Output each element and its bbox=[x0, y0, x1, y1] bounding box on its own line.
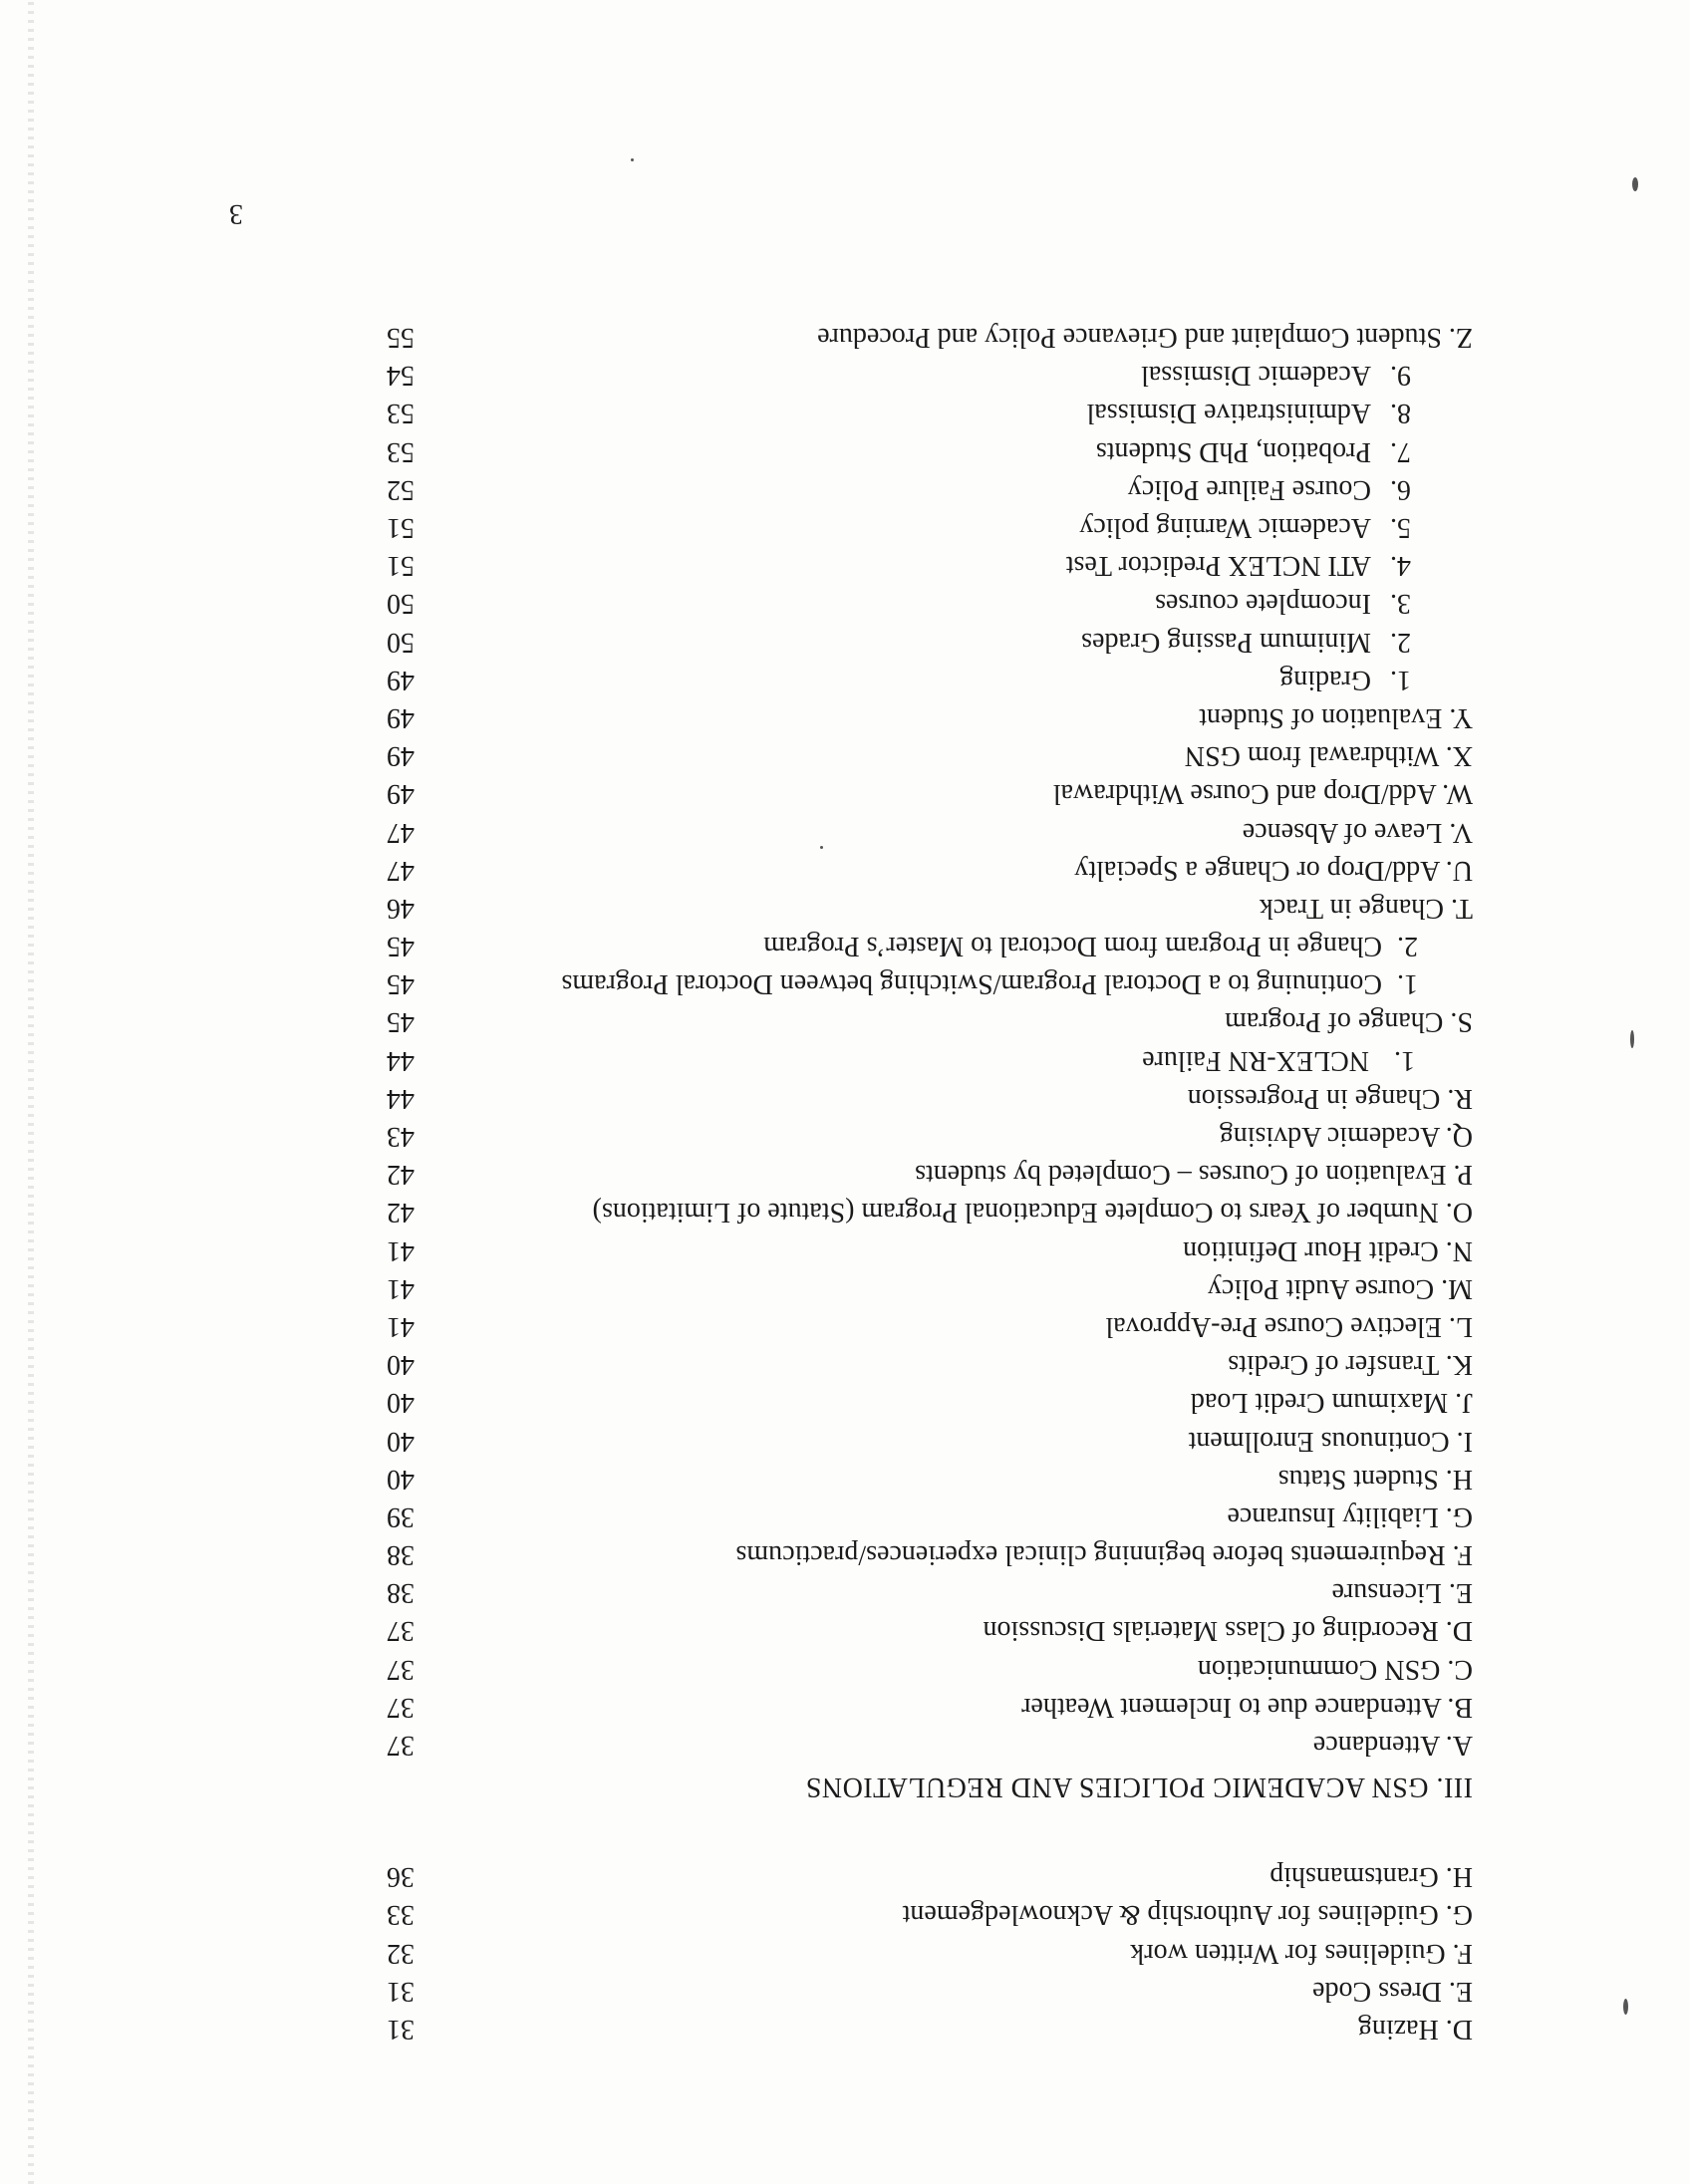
toc-entry-page: 46 bbox=[387, 892, 415, 924]
toc-subentry bbox=[327, 508, 1473, 546]
toc-entry-label: V. Leave of Absence bbox=[1242, 816, 1473, 848]
toc-entry-page: 39 bbox=[387, 1501, 415, 1532]
toc-entry-label: K. Transfer of Credits bbox=[1228, 1349, 1473, 1381]
toc-subentry bbox=[327, 432, 1473, 470]
toc-entry bbox=[327, 812, 1473, 850]
toc-entry bbox=[327, 318, 1473, 356]
toc-entry-page: 45 bbox=[387, 968, 415, 1000]
toc-entry-label: E. Licensure bbox=[1331, 1577, 1473, 1609]
toc-subentry bbox=[327, 470, 1473, 508]
toc-entry bbox=[327, 1972, 1473, 2010]
toc-subentry-number: 5. bbox=[1390, 512, 1411, 544]
toc-entry-page: 50 bbox=[387, 626, 415, 658]
toc-entry bbox=[327, 1460, 1473, 1498]
toc-entry bbox=[327, 1002, 1473, 1040]
toc-entry-page: 32 bbox=[387, 1937, 415, 1969]
toc-entry-label: H. Student Status bbox=[1277, 1463, 1473, 1495]
toc-entry-label: X. Withdrawal from GSN bbox=[1184, 740, 1473, 772]
toc-entry-page: 37 bbox=[387, 1730, 415, 1762]
toc-entry-label: D. Hazing bbox=[1357, 2014, 1473, 2045]
toc-subentry-label: 1.Continuing to a Doctoral Program/Switching between Doctoral Programs bbox=[561, 964, 1418, 1002]
toc-entry-page: 50 bbox=[387, 588, 415, 620]
toc-entry bbox=[327, 698, 1473, 736]
toc-entry bbox=[327, 1345, 1473, 1383]
toc-subentry-number: 8. bbox=[1390, 398, 1411, 429]
toc-entry-label: Q. Academic Advising bbox=[1219, 1121, 1473, 1153]
toc-entry bbox=[327, 774, 1473, 812]
toc-entry-label: G. Liability Insurance bbox=[1227, 1501, 1473, 1532]
toc-entry-page: 31 bbox=[387, 2014, 415, 2045]
toc-entry bbox=[327, 1688, 1473, 1726]
toc-entry-label: P. Evaluation of Courses – Completed by students bbox=[915, 1159, 1473, 1191]
toc-entry bbox=[327, 1117, 1473, 1155]
toc-subentry-number: 9. bbox=[1390, 360, 1411, 392]
toc-entry-page: 41 bbox=[387, 1311, 415, 1342]
page-number: 3 bbox=[229, 198, 243, 229]
toc-entry-page: 40 bbox=[387, 1387, 415, 1419]
toc-entry bbox=[327, 1193, 1473, 1230]
toc-entry bbox=[327, 1857, 1473, 1895]
toc-subentry-label: 6.Course Failure Policy bbox=[1128, 470, 1411, 508]
toc-entry-label: W. Add/Drop and Course Withdrawal bbox=[1052, 778, 1473, 810]
toc-entry-page: 55 bbox=[387, 322, 415, 354]
toc-subentry bbox=[327, 661, 1473, 698]
toc-entry-label: I. Continuous Enrollment bbox=[1188, 1425, 1473, 1457]
toc-entry-label: N. Credit Hour Definition bbox=[1183, 1234, 1473, 1266]
toc-entry bbox=[327, 1933, 1473, 1971]
toc-entry-page: 37 bbox=[387, 1691, 415, 1723]
section-heading bbox=[327, 1764, 1473, 1815]
toc-entry-page: 49 bbox=[387, 702, 415, 733]
toc-entry-page: 45 bbox=[387, 1006, 415, 1038]
toc-entry-page: 45 bbox=[387, 931, 415, 962]
toc-entry-page: 38 bbox=[387, 1577, 415, 1609]
toc-entry-page: 49 bbox=[387, 778, 415, 810]
toc-subentry-number: 2. bbox=[1390, 626, 1411, 658]
toc-subentry-label: 3.Incomplete courses bbox=[1155, 584, 1411, 622]
toc-entry bbox=[327, 1421, 1473, 1459]
toc-entry-page: 47 bbox=[387, 854, 415, 886]
toc-entry-label: M. Course Audit Policy bbox=[1207, 1272, 1473, 1304]
toc-entry-label: C. GSN Communication bbox=[1197, 1653, 1473, 1685]
toc-entry-label: T. Change in Track bbox=[1259, 892, 1473, 924]
toc-entry bbox=[327, 1079, 1473, 1117]
toc-entry bbox=[327, 1498, 1473, 1535]
toc-entry-page: 51 bbox=[387, 550, 415, 582]
toc-subentry-label: 1.Grading bbox=[1279, 661, 1411, 698]
toc-entry-page: 43 bbox=[387, 1121, 415, 1153]
toc-entry-page: 41 bbox=[387, 1272, 415, 1304]
toc-entry-label: U. Add/Drop or Change a Specialty bbox=[1074, 854, 1473, 886]
toc-subentry-number: 4. bbox=[1390, 550, 1411, 582]
toc-entry bbox=[327, 1650, 1473, 1688]
toc-subentry-label: 7.Probation, PhD Students bbox=[1096, 431, 1411, 469]
toc-entry bbox=[327, 1611, 1473, 1649]
toc-entry-page: 33 bbox=[387, 1899, 415, 1931]
toc-entry-page: 40 bbox=[387, 1349, 415, 1381]
toc-entry-page: 51 bbox=[387, 512, 415, 544]
toc-entry bbox=[327, 1895, 1473, 1933]
toc-subentry-label: 4.ATI NCLEX Predictor Test bbox=[1066, 546, 1411, 584]
section-heading-text: III. GSN ACADEMIC POLICIES AND REGULATIONS bbox=[805, 1772, 1473, 1803]
toc-entry bbox=[327, 851, 1473, 889]
toc-entry-page: 49 bbox=[387, 740, 415, 772]
toc-entry bbox=[327, 736, 1473, 774]
toc-subentry bbox=[327, 356, 1473, 394]
toc-entry-page: 31 bbox=[387, 1975, 415, 2007]
toc-entry-page: 53 bbox=[387, 398, 415, 429]
toc-entry bbox=[327, 889, 1473, 927]
toc-entry-label: F. Guidelines for Written work bbox=[1130, 1937, 1473, 1969]
toc-entry bbox=[327, 1573, 1473, 1611]
toc-entry-label: B. Attendance due to Inclement Weather bbox=[1021, 1691, 1473, 1723]
toc-entry-label: J. Maximum Credit Load bbox=[1190, 1387, 1473, 1419]
toc-entry-page: 49 bbox=[387, 664, 415, 695]
toc-entry-page: 36 bbox=[387, 1861, 415, 1893]
toc-subentry-number: 3. bbox=[1390, 588, 1411, 620]
toc-entry-label: L. Elective Course Pre-Approval bbox=[1105, 1311, 1473, 1342]
toc-entry-label: F. Requirements before beginning clinical experiences/practicums bbox=[735, 1539, 1473, 1571]
toc-entry-label: Z. Student Complaint and Grievance Policy and Procedure bbox=[817, 322, 1473, 354]
toc-subentry-number: 2. bbox=[1397, 931, 1418, 962]
toc-entry bbox=[327, 1269, 1473, 1307]
toc-subentry-number: 1. bbox=[1394, 1044, 1415, 1076]
toc-entry-page: 40 bbox=[387, 1463, 415, 1495]
scan-speck bbox=[1630, 1030, 1634, 1048]
toc-subentry-label: 2.Change in Program from Doctoral to Master’s Program bbox=[763, 927, 1418, 964]
toc-entry-page: 44 bbox=[387, 1044, 415, 1076]
toc-entry-page: 40 bbox=[387, 1425, 415, 1457]
toc-entry-page: 37 bbox=[387, 1653, 415, 1685]
toc-entry bbox=[327, 1307, 1473, 1345]
toc-subentry-number: 1. bbox=[1397, 968, 1418, 1000]
toc-entry-page: 42 bbox=[387, 1159, 415, 1191]
toc-entry-label: G. Guidelines for Authorship & Acknowledgement bbox=[902, 1899, 1473, 1931]
toc-entry-page: 54 bbox=[387, 360, 415, 392]
toc-entry-label: O. Number of Years to Complete Educational Program (Statute of Limitations) bbox=[592, 1197, 1473, 1228]
scan-edge-shadow bbox=[28, 0, 34, 2184]
toc-subentry bbox=[327, 1041, 1473, 1079]
toc-entry-label: H. Grantsmanship bbox=[1269, 1861, 1473, 1893]
toc-subentry-number: 6. bbox=[1390, 473, 1411, 505]
toc-subentry-label: 2.Minimum Passing Grades bbox=[1081, 622, 1411, 660]
toc-entry bbox=[327, 1535, 1473, 1573]
toc-entry bbox=[327, 1230, 1473, 1268]
toc-subentry bbox=[327, 584, 1473, 622]
toc-entry-label: Y. Evaluation of Student bbox=[1199, 702, 1473, 733]
toc-subentry bbox=[327, 964, 1473, 1002]
scan-speck bbox=[1632, 177, 1638, 191]
toc-entry-label: A. Attendance bbox=[1312, 1730, 1473, 1762]
toc-entry-page: 42 bbox=[387, 1197, 415, 1228]
toc-subentry-label: 1.NCLEX-RN Failure bbox=[1142, 1040, 1415, 1078]
toc-entry-page: 38 bbox=[387, 1539, 415, 1571]
toc-subentry bbox=[327, 927, 1473, 964]
toc-entry-page: 37 bbox=[387, 1615, 415, 1647]
toc-entry-label: E. Dress Code bbox=[1312, 1975, 1473, 2007]
toc-subentry-number: 7. bbox=[1390, 435, 1411, 467]
scan-speck bbox=[1623, 1999, 1628, 2015]
toc-entry-label: D. Recording of Class Materials Discussion bbox=[983, 1615, 1473, 1647]
toc-subentry-label: 5.Academic Warning policy bbox=[1079, 508, 1411, 546]
toc-subentry bbox=[327, 622, 1473, 660]
toc-subentry bbox=[327, 394, 1473, 431]
scan-speck bbox=[631, 158, 634, 161]
toc-entry-label: S. Change of Program bbox=[1225, 1006, 1473, 1038]
toc-subentry-label: 8.Administrative Dismissal bbox=[1087, 394, 1411, 431]
toc-entry-page: 53 bbox=[387, 435, 415, 467]
toc-entry bbox=[327, 2010, 1473, 2048]
toc-entry-page: 52 bbox=[387, 473, 415, 505]
toc-subentry bbox=[327, 546, 1473, 584]
toc-entry-page: 47 bbox=[387, 816, 415, 848]
toc-entry-label: R. Change in Progression bbox=[1187, 1082, 1473, 1114]
toc-entry bbox=[327, 1726, 1473, 1764]
toc-subentry-label: 9.Academic Dismissal bbox=[1141, 356, 1411, 394]
toc-entry bbox=[327, 1155, 1473, 1193]
toc-subentry-number: 1. bbox=[1390, 664, 1411, 695]
table-of-contents bbox=[327, 318, 1473, 2048]
toc-entry-page: 44 bbox=[387, 1082, 415, 1114]
toc-entry bbox=[327, 1383, 1473, 1421]
toc-entry-page: 41 bbox=[387, 1234, 415, 1266]
